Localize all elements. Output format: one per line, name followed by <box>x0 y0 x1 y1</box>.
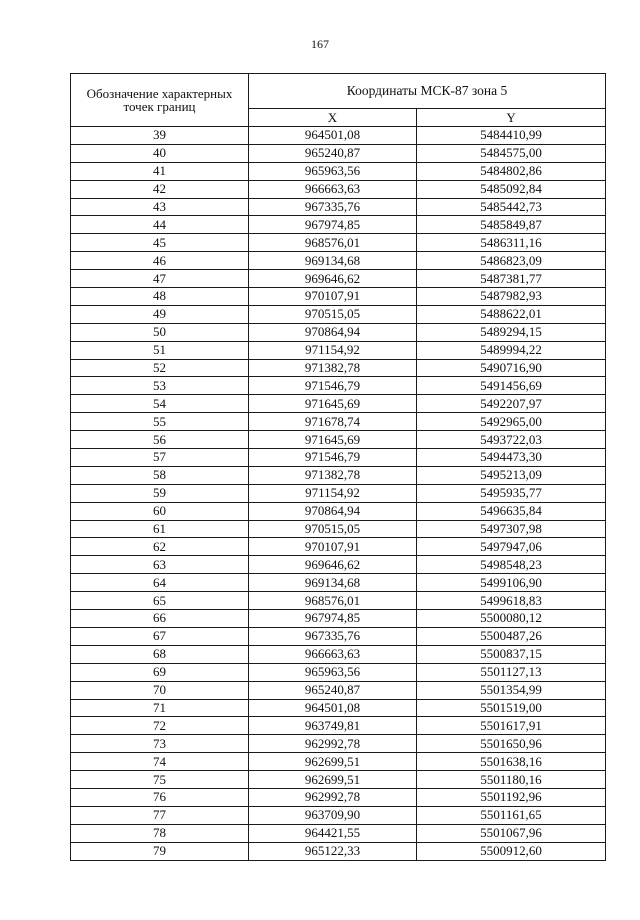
y-cell: 5494473,30 <box>417 449 606 467</box>
x-cell: 970107,91 <box>249 288 417 306</box>
table-row <box>71 538 606 556</box>
table-row <box>71 717 606 735</box>
x-cell: 965240,87 <box>249 681 417 699</box>
x-cell: 965963,56 <box>249 162 417 180</box>
x-cell: 971678,74 <box>249 413 417 431</box>
table-row <box>71 824 606 842</box>
header-x: X <box>249 109 417 127</box>
point-cell: 78 <box>71 824 249 842</box>
point-cell: 60 <box>71 502 249 520</box>
x-cell: 964421,55 <box>249 824 417 842</box>
header-point-designation: Обозначение характерных точек границ <box>71 74 249 127</box>
y-cell: 5486823,09 <box>417 252 606 270</box>
x-cell: 970864,94 <box>249 502 417 520</box>
x-cell: 971546,79 <box>249 377 417 395</box>
x-cell: 970515,05 <box>249 520 417 538</box>
y-cell: 5501161,65 <box>417 806 606 824</box>
x-cell: 971154,92 <box>249 341 417 359</box>
point-cell: 47 <box>71 270 249 288</box>
x-cell: 970864,94 <box>249 323 417 341</box>
table-row <box>71 252 606 270</box>
point-cell: 79 <box>71 842 249 860</box>
x-cell: 967335,76 <box>249 627 417 645</box>
y-cell: 5501067,96 <box>417 824 606 842</box>
point-cell: 40 <box>71 144 249 162</box>
point-cell: 43 <box>71 198 249 216</box>
x-cell: 969134,68 <box>249 574 417 592</box>
point-cell: 42 <box>71 180 249 198</box>
point-cell: 49 <box>71 305 249 323</box>
x-cell: 962992,78 <box>249 735 417 753</box>
x-cell: 964501,08 <box>249 127 417 145</box>
table-row <box>71 341 606 359</box>
table-row <box>71 556 606 574</box>
y-cell: 5501650,96 <box>417 735 606 753</box>
x-cell: 971154,92 <box>249 484 417 502</box>
table-row <box>71 806 606 824</box>
point-cell: 69 <box>71 663 249 681</box>
y-cell: 5496635,84 <box>417 502 606 520</box>
y-cell: 5486311,16 <box>417 234 606 252</box>
table-row <box>71 180 606 198</box>
point-cell: 52 <box>71 359 249 377</box>
table-row <box>71 395 606 413</box>
table-row <box>71 735 606 753</box>
point-cell: 67 <box>71 627 249 645</box>
y-cell: 5498548,23 <box>417 556 606 574</box>
table-row <box>71 627 606 645</box>
x-cell: 966663,63 <box>249 645 417 663</box>
table-row <box>71 270 606 288</box>
x-cell: 965122,33 <box>249 842 417 860</box>
y-cell: 5487381,77 <box>417 270 606 288</box>
y-cell: 5485849,87 <box>417 216 606 234</box>
coordinates-table <box>70 73 606 861</box>
y-cell: 5500912,60 <box>417 842 606 860</box>
point-cell: 63 <box>71 556 249 574</box>
table-row <box>71 144 606 162</box>
x-cell: 970515,05 <box>249 305 417 323</box>
point-cell: 74 <box>71 753 249 771</box>
x-cell: 967335,76 <box>249 198 417 216</box>
x-cell: 970107,91 <box>249 538 417 556</box>
x-cell: 969646,62 <box>249 556 417 574</box>
y-cell: 5501519,00 <box>417 699 606 717</box>
header-coordinates-group: Координаты МСК-87 зона 5 <box>249 74 606 109</box>
table-row <box>71 681 606 699</box>
table-row <box>71 216 606 234</box>
point-cell: 68 <box>71 645 249 663</box>
point-cell: 59 <box>71 484 249 502</box>
y-cell: 5497947,06 <box>417 538 606 556</box>
y-cell: 5501617,91 <box>417 717 606 735</box>
table-row <box>71 377 606 395</box>
point-cell: 66 <box>71 610 249 628</box>
x-cell: 963749,81 <box>249 717 417 735</box>
y-cell: 5484802,86 <box>417 162 606 180</box>
point-cell: 71 <box>71 699 249 717</box>
point-cell: 77 <box>71 806 249 824</box>
point-cell: 76 <box>71 788 249 806</box>
y-cell: 5489994,22 <box>417 341 606 359</box>
table-row <box>71 788 606 806</box>
y-cell: 5501638,16 <box>417 753 606 771</box>
point-cell: 44 <box>71 216 249 234</box>
point-cell: 57 <box>71 449 249 467</box>
table-row <box>71 359 606 377</box>
y-cell: 5501180,16 <box>417 771 606 789</box>
table-row <box>71 574 606 592</box>
point-cell: 75 <box>71 771 249 789</box>
point-cell: 70 <box>71 681 249 699</box>
x-cell: 967974,85 <box>249 610 417 628</box>
x-cell: 965963,56 <box>249 663 417 681</box>
x-cell: 966663,63 <box>249 180 417 198</box>
x-cell: 962699,51 <box>249 753 417 771</box>
table-row <box>71 645 606 663</box>
x-cell: 962699,51 <box>249 771 417 789</box>
y-cell: 5488622,01 <box>417 305 606 323</box>
x-cell: 968576,01 <box>249 234 417 252</box>
y-cell: 5495213,09 <box>417 466 606 484</box>
x-cell: 971645,69 <box>249 395 417 413</box>
table-row <box>71 753 606 771</box>
point-cell: 41 <box>71 162 249 180</box>
y-cell: 5500080,12 <box>417 610 606 628</box>
point-cell: 51 <box>71 341 249 359</box>
y-cell: 5499106,90 <box>417 574 606 592</box>
y-cell: 5492965,00 <box>417 413 606 431</box>
x-cell: 962992,78 <box>249 788 417 806</box>
y-cell: 5485092,84 <box>417 180 606 198</box>
table-row <box>71 323 606 341</box>
x-cell: 971546,79 <box>249 449 417 467</box>
table-row <box>71 484 606 502</box>
table-row <box>71 771 606 789</box>
y-cell: 5491456,69 <box>417 377 606 395</box>
table-row <box>71 305 606 323</box>
table-body <box>71 127 606 861</box>
x-cell: 969134,68 <box>249 252 417 270</box>
point-cell: 46 <box>71 252 249 270</box>
x-cell: 969646,62 <box>249 270 417 288</box>
page-number: 167 <box>311 37 329 51</box>
point-cell: 56 <box>71 431 249 449</box>
x-cell: 967974,85 <box>249 216 417 234</box>
table-row <box>71 520 606 538</box>
table-row <box>71 663 606 681</box>
y-cell: 5490716,90 <box>417 359 606 377</box>
table-row <box>71 466 606 484</box>
y-cell: 5487982,93 <box>417 288 606 306</box>
table-row <box>71 502 606 520</box>
y-cell: 5500837,15 <box>417 645 606 663</box>
point-cell: 55 <box>71 413 249 431</box>
table-row <box>71 592 606 610</box>
table-row <box>71 431 606 449</box>
point-cell: 73 <box>71 735 249 753</box>
point-cell: 64 <box>71 574 249 592</box>
x-cell: 963709,90 <box>249 806 417 824</box>
table-header <box>71 74 606 127</box>
point-cell: 53 <box>71 377 249 395</box>
y-cell: 5501127,13 <box>417 663 606 681</box>
point-cell: 72 <box>71 717 249 735</box>
table-row <box>71 198 606 216</box>
point-cell: 58 <box>71 466 249 484</box>
point-cell: 48 <box>71 288 249 306</box>
x-cell: 971382,78 <box>249 359 417 377</box>
y-cell: 5485442,73 <box>417 198 606 216</box>
point-cell: 54 <box>71 395 249 413</box>
table-row <box>71 449 606 467</box>
y-cell: 5497307,98 <box>417 520 606 538</box>
y-cell: 5484410,99 <box>417 127 606 145</box>
table-row <box>71 127 606 145</box>
x-cell: 965240,87 <box>249 144 417 162</box>
y-cell: 5484575,00 <box>417 144 606 162</box>
header-y: Y <box>417 109 606 127</box>
table-row <box>71 699 606 717</box>
table-row <box>71 842 606 860</box>
table-row <box>71 288 606 306</box>
x-cell: 971645,69 <box>249 431 417 449</box>
y-cell: 5489294,15 <box>417 323 606 341</box>
point-cell: 45 <box>71 234 249 252</box>
table-row <box>71 610 606 628</box>
y-cell: 5500487,26 <box>417 627 606 645</box>
x-cell: 971382,78 <box>249 466 417 484</box>
point-cell: 50 <box>71 323 249 341</box>
x-cell: 964501,08 <box>249 699 417 717</box>
point-cell: 62 <box>71 538 249 556</box>
y-cell: 5501354,99 <box>417 681 606 699</box>
y-cell: 5493722,03 <box>417 431 606 449</box>
point-cell: 39 <box>71 127 249 145</box>
y-cell: 5495935,77 <box>417 484 606 502</box>
x-cell: 968576,01 <box>249 592 417 610</box>
y-cell: 5501192,96 <box>417 788 606 806</box>
y-cell: 5492207,97 <box>417 395 606 413</box>
point-cell: 65 <box>71 592 249 610</box>
table-row <box>71 162 606 180</box>
table-row <box>71 234 606 252</box>
point-cell: 61 <box>71 520 249 538</box>
y-cell: 5499618,83 <box>417 592 606 610</box>
table-row <box>71 413 606 431</box>
